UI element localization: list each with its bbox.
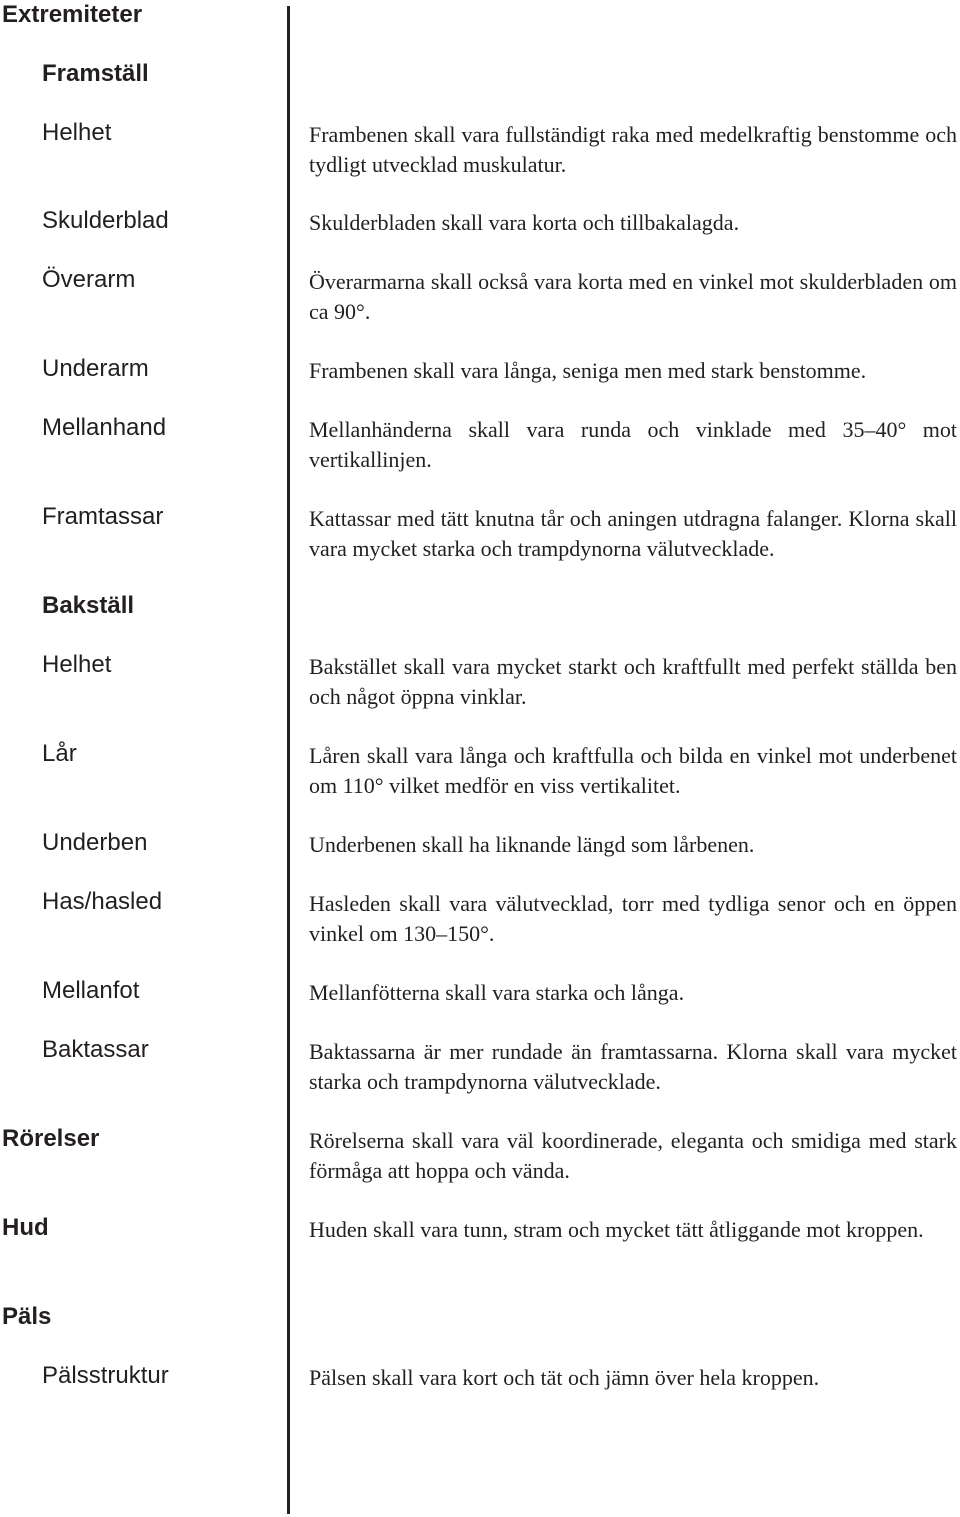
entry-description: Skulderbladen skall vara korta och tillbakalagda. <box>309 210 740 235</box>
entry-label: Underben <box>42 829 148 856</box>
entry-description: Hasleden skall vara välutvecklad, torr med tydliga senor och en öppen vinkel om 130–150°. <box>309 891 957 946</box>
entry-description: Rörelserna skall vara väl koordinerade, eleganta och smidiga med stark förmåga att hoppa och vända. <box>309 1128 957 1183</box>
section-heading-extremiteter: Extremiteter <box>2 1 143 28</box>
entry-label: Mellanfot <box>42 977 140 1004</box>
entry-label: Överarm <box>42 266 136 293</box>
entry-label: Has/hasled <box>42 888 163 915</box>
entry-label: Helhet <box>42 651 112 678</box>
subheading-framstall: Framställ <box>42 60 149 87</box>
entry-description: Pälsen skall vara kort och tät och jämn över hela kroppen. <box>309 1365 820 1390</box>
subheading-pals: Päls <box>2 1303 52 1330</box>
entry-label: Pälsstruktur <box>42 1362 169 1389</box>
subheading-rorelser: Rörelser <box>2 1125 100 1152</box>
entry-label: Underarm <box>42 355 149 382</box>
entry-label: Lår <box>42 740 77 767</box>
subheading-bakstall: Bakställ <box>42 592 135 619</box>
entry-description: Mellanhänderna skall vara runda och vinklade med 35–40° mot vertikallinjen. <box>309 417 957 472</box>
entry-description: Kattassar med tätt knutna tår och aningen utdragna falanger. Klorna skall vara mycket starka och trampdynorna välutvecklade. <box>309 506 957 561</box>
entry-description: Huden skall vara tunn, stram och mycket tätt åtliggande mot kroppen. <box>309 1217 924 1242</box>
entry-description: Låren skall vara långa och kraftfulla och bilda en vinkel mot underbenet om 110° vilket medför en viss vertikalitet. <box>309 743 957 798</box>
entry-description: Frambenen skall vara långa, seniga men med stark benstomme. <box>309 358 867 383</box>
subheading-hud: Hud <box>2 1214 49 1241</box>
entry-label: Skulderblad <box>42 207 169 234</box>
entry-description: Mellanfötterna skall vara starka och långa. <box>309 980 685 1005</box>
entry-label: Baktassar <box>42 1036 149 1063</box>
entry-label: Helhet <box>42 119 112 146</box>
entry-description: Frambenen skall vara fullständigt raka med medelkraftig benstomme och tydligt utvecklad muskulatur. <box>309 122 957 177</box>
entry-description: Baktassarna är mer rundade än framtassarna. Klorna skall vara mycket starka och trampdynorna välutvecklade. <box>309 1039 957 1094</box>
column-divider <box>287 6 290 1514</box>
entry-description: Överarmarna skall också vara korta med en vinkel mot skulderbladen om ca 90°. <box>309 269 957 324</box>
entry-label: Mellanhand <box>42 414 167 441</box>
entry-description: Bakstället skall vara mycket starkt och kraftfullt med perfekt ställda ben och något öppna vinklar. <box>309 654 957 709</box>
entry-label: Framtassar <box>42 503 164 530</box>
entry-description: Underbenen skall ha liknande längd som lårbenen. <box>309 832 755 857</box>
